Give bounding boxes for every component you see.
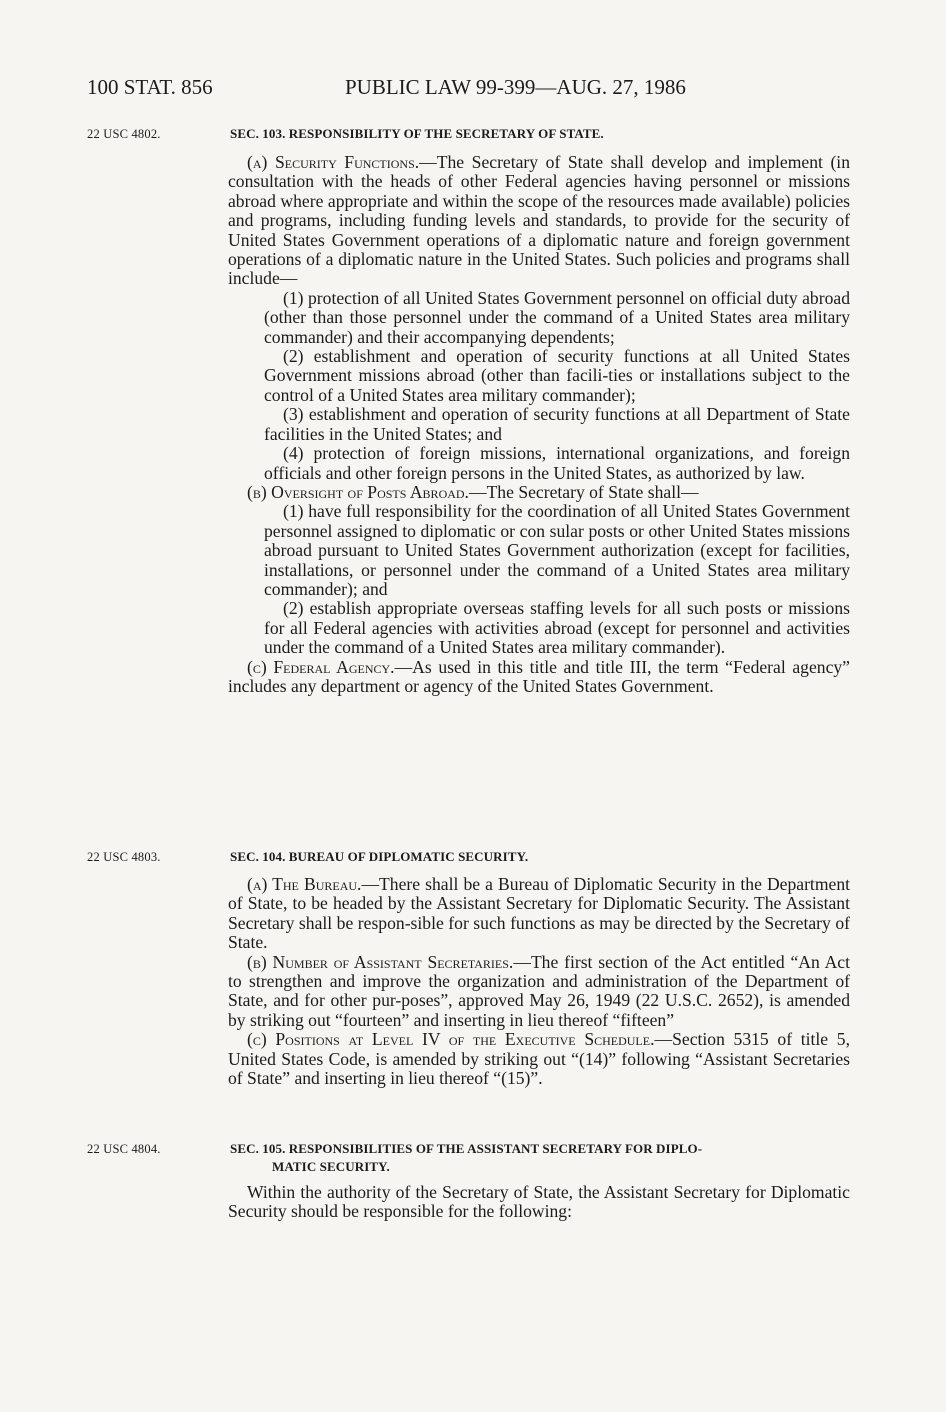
section-105-heading	[230, 1140, 850, 1176]
paragraph-103-a3: (3) establishment and operation of security functions at all Department of State facilities in the United States; and	[264, 404, 850, 444]
section-105-text: Within the authority of the Secretary of State, the Assistant Secretary for Diplomatic Security should be responsible for the following:	[228, 1182, 850, 1222]
subsection-104-c-text: —Section 5315 of title 5, United States Code, is amended by striking out “(14)” following “Assistant Secretaries of State” and inserting in lieu thereof “(15)”.	[228, 1029, 850, 1089]
section-104-body	[228, 875, 850, 1088]
subsection-103-a-text: —The Secretary of State shall develop and implement (in consultation with the heads of other Federal agencies having personnel or missions abroad where appropriate and within the scope of the resources made available) policies and programs, including funding levels and standards, to provide for the security of United States Government operations of a diplomatic nature and foreign government operations of a diplomatic nature in the United States. Such policies and programs shall include—	[228, 152, 850, 289]
subsection-103-a	[228, 153, 850, 289]
subsection-104-c-label: (c) Positions at Level IV of the Executive Schedule.	[247, 1029, 655, 1050]
subsection-103-c	[228, 658, 850, 697]
subsection-104-a-label: (a) The Bureau.	[247, 874, 362, 894]
subsection-104-c	[228, 1030, 850, 1088]
subsection-103-c-text: —As used in this title and title III, the term “Federal agency” includes any department or agency of the United States Government.	[228, 656, 850, 696]
section-104-heading: SEC. 104. BUREAU OF DIPLOMATIC SECURITY.	[230, 849, 529, 864]
paragraph-103-b2: (2) establish appropriate overseas staffing levels for all such posts or missions for all Federal agencies with activities abroad (except for personnel and activities under the command of a United States area military commander).	[264, 598, 850, 658]
section-105-body	[228, 1183, 850, 1222]
margin-citation-sec104: 22 USC 4803.	[87, 850, 161, 864]
margin-citation-sec105: 22 USC 4804.	[87, 1142, 161, 1156]
margin-citation-sec103: 22 USC 4802.	[87, 127, 161, 141]
subsection-104-b	[228, 953, 850, 1031]
subsection-104-a-text: —There shall be a Bureau of Diplomatic Security in the Department of State, to be headed by the Assistant Secretary for Diplomatic Security. The Assistant Secretary shall be respon-sible for such functions as may be directed by the Secretary of State.	[228, 874, 851, 953]
subsection-103-b	[228, 483, 850, 502]
paragraph-103-b1: (1) have full responsibility for the coordination of all United States Government personnel assigned to diplomatic or con sular posts or other United States missions abroad pursuant to United States Government authorization (except for facilities, installations, or personnel under the command of a United States area military commander); and	[264, 501, 850, 599]
paragraph-103-a1: (1) protection of all United States Government personnel on official duty abroad (other than those personnel under the command of a United States area military commander) and their accompanying dependents;	[264, 287, 850, 347]
section-103-heading: SEC. 103. RESPONSIBILITY OF THE SECRETARY OF STATE.	[230, 126, 604, 141]
stat-page-number: 100 STAT. 856	[87, 75, 213, 99]
section-105-heading-line1: SEC. 105. RESPONSIBILITIES OF THE ASSISTANT SECRETARY FOR DIPLO-	[230, 1141, 703, 1156]
section-103-body	[228, 153, 850, 696]
paragraph-103-a4: (4) protection of foreign missions, international organizations, and foreign officials and other foreign persons in the United States, as authorized by law.	[264, 443, 850, 483]
subsection-104-b-text: —The first section of the Act entitled “An Act to strengthen and improve the organization and administration of the Department of State, and for other pur-poses”, approved May 26, 1949 (22 U.S.C. 2652), is amended by striking out “fourteen” and inserting in lieu thereof “fifteen”	[228, 951, 850, 1030]
subsection-103-a-label: (a) Security Functions.	[247, 152, 420, 172]
subsection-103-c-label: (c) Federal Agency.	[247, 656, 395, 677]
subsection-103-b-text: —The Secretary of State shall—	[468, 481, 699, 502]
subsection-104-b-label: (b) Number of Assistant Secretaries.	[247, 951, 514, 972]
subsection-104-a	[228, 875, 850, 953]
section-105-heading-line2: MATIC SECURITY.	[272, 1159, 390, 1174]
paragraph-103-a2: (2) establishment and operation of security functions at all United States Government missions abroad (other than facili-ties or installations subject to the control of a United States area military commander);	[264, 346, 850, 405]
subsection-103-b-label: (b) Oversight of Posts Abroad.	[247, 481, 469, 502]
public-law-citation: PUBLIC LAW 99-399—AUG. 27, 1986	[345, 75, 686, 99]
